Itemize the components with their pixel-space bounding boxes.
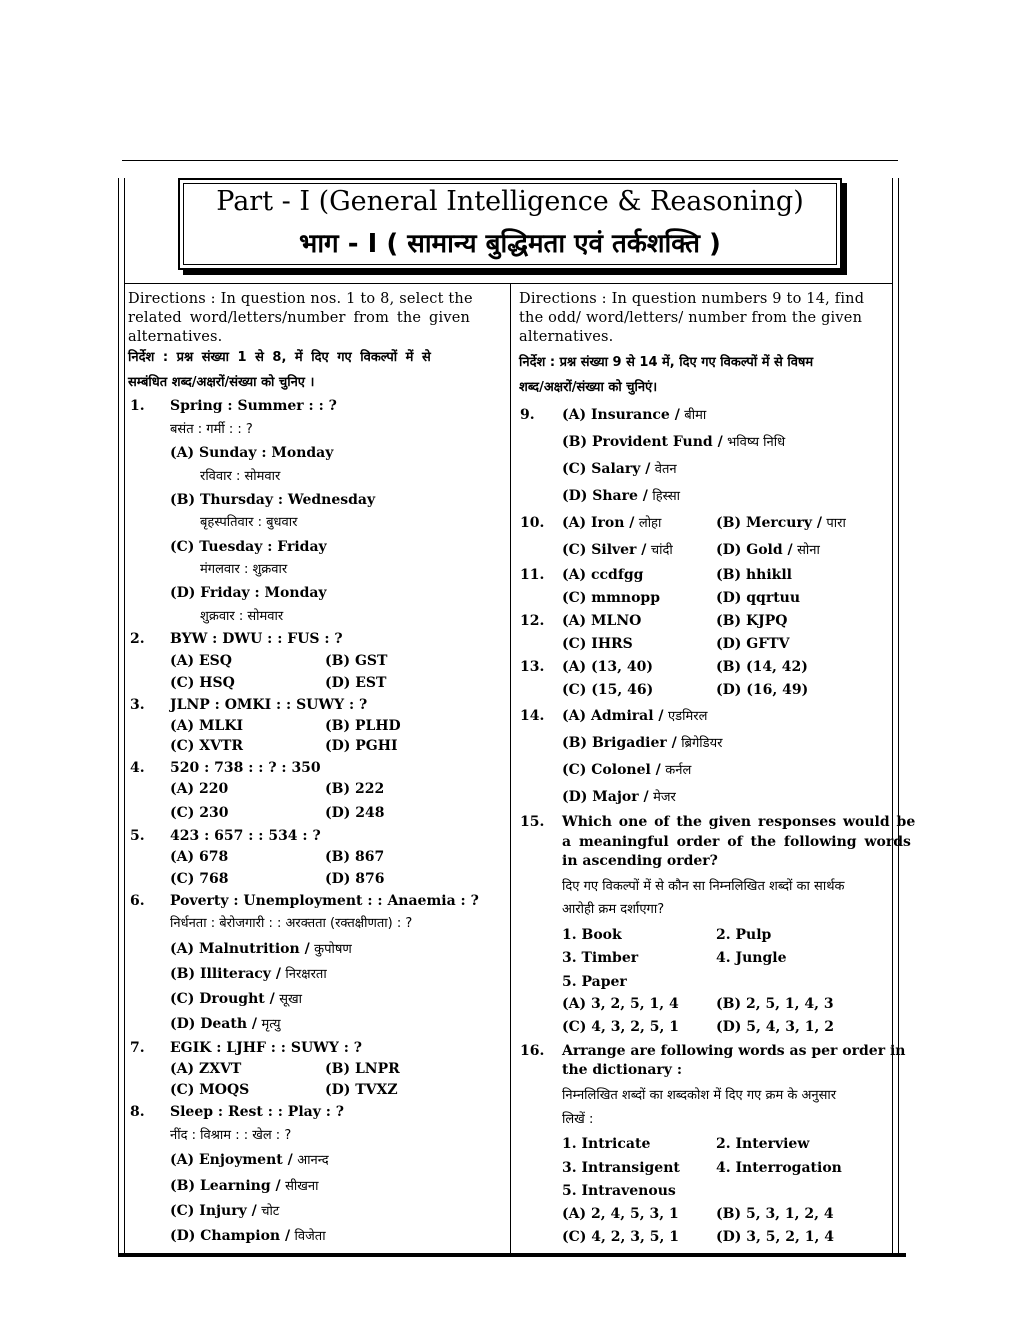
option-c[interactable]: (C) XVTR: [170, 738, 244, 754]
option-c[interactable]: (C) IHRS: [562, 636, 633, 652]
option-c[interactable]: (C) MOQS: [170, 1082, 250, 1098]
option-c[interactable]: [562, 459, 677, 480]
question-number: 2.: [130, 631, 145, 647]
option-c[interactable]: (C) mmnopp: [562, 590, 660, 606]
question-text-hi: दिए गए विकल्पों में से कौन सा निम्नलिखित शब्दों का सार्थक: [562, 879, 845, 894]
column-divider: [510, 283, 511, 1253]
word-item: 2. Pulp: [716, 927, 772, 943]
question-number: 7.: [130, 1040, 145, 1056]
option-b[interactable]: [716, 513, 846, 534]
option-d[interactable]: [170, 1014, 281, 1035]
option-c[interactable]: (C) HSQ: [170, 675, 235, 691]
option-d[interactable]: (D) 248: [325, 805, 385, 821]
question-text: JLNP : OMKI : : SUWY : ?: [170, 697, 368, 713]
word-item: 4. Interrogation: [716, 1160, 842, 1176]
top-rule: [122, 160, 898, 161]
option-d[interactable]: (D) Friday : Monday: [170, 585, 327, 601]
option-d[interactable]: [562, 787, 676, 808]
option-d-en: (D) Share /: [562, 488, 648, 504]
option-a[interactable]: (A) ESQ: [170, 653, 232, 669]
option-b-hi: ब्रिगेडियर: [681, 736, 723, 751]
option-b-en: (B) Illiteracy /: [170, 966, 281, 982]
word-item: 3. Timber: [562, 950, 639, 966]
option-c-en: (C) Drought /: [170, 991, 275, 1007]
option-a-en: (A) Iron /: [562, 515, 635, 531]
option-b[interactable]: (B) 2, 5, 1, 4, 3: [716, 996, 834, 1012]
option-c[interactable]: [170, 989, 302, 1010]
directions-en: alternatives.: [519, 329, 614, 345]
option-d[interactable]: [716, 540, 820, 561]
option-d[interactable]: (D) PGHI: [325, 738, 398, 754]
option-b[interactable]: [562, 432, 785, 453]
option-b-hi: भविष्य निधि: [727, 435, 786, 450]
option-a[interactable]: [562, 405, 706, 426]
option-a-hi: लोहा: [638, 516, 662, 531]
option-b[interactable]: (B) KJPQ: [716, 613, 788, 629]
option-c[interactable]: (C) 230: [170, 805, 229, 821]
option-c[interactable]: (C) (15, 46): [562, 682, 654, 698]
question-number: 13.: [520, 659, 545, 675]
option-c-en: (C) Silver /: [562, 542, 647, 558]
option-d-en: (D) Death /: [170, 1016, 258, 1032]
option-d-hi: हिस्सा: [652, 489, 680, 504]
word-item: 2. Interview: [716, 1136, 810, 1152]
option-a[interactable]: (A) 2, 4, 5, 3, 1: [562, 1206, 679, 1222]
border-left-outer: [118, 178, 119, 1256]
option-b-hi: सीखना: [285, 1179, 319, 1194]
question-number: 3.: [130, 697, 145, 713]
question-text-hi: नींद : विश्राम : : खेल : ?: [170, 1128, 292, 1143]
option-a[interactable]: (A) MLKI: [170, 718, 244, 734]
question-text-hi: बसंत : गर्मी : : ?: [170, 422, 253, 437]
option-c[interactable]: [562, 540, 673, 561]
section-title-en: Part - I (General Intelligence & Reasoning): [216, 186, 804, 217]
option-b[interactable]: (B) (14, 42): [716, 659, 808, 675]
question-text-hi: लिखें :: [562, 1112, 594, 1127]
option-c[interactable]: (C) Tuesday : Friday: [170, 539, 327, 555]
option-d-hi: विजेता: [294, 1229, 326, 1244]
question-number: 1.: [130, 398, 145, 414]
option-a-hi: आनन्द: [297, 1153, 329, 1168]
option-a-en: (A) Insurance /: [562, 407, 680, 423]
option-d-hi: शुक्रवार : सोमवार: [200, 609, 284, 624]
option-d[interactable]: (D) 3, 5, 2, 1, 4: [716, 1229, 834, 1245]
question-number: 10.: [520, 515, 545, 531]
option-c-hi: चांदी: [650, 543, 673, 558]
option-d[interactable]: (D) 876: [325, 871, 385, 887]
option-a[interactable]: (A) Sunday : Monday: [170, 445, 334, 461]
option-c-hi: चोट: [261, 1204, 280, 1219]
bottom-rule: [118, 1253, 906, 1257]
directions-hi: निर्देश : प्रश्न संख्या 1 से 8, में दिए गए विकल्पों में से: [128, 350, 431, 365]
directions-hi: निर्देश : प्रश्न संख्या 9 से 14 में, दिए गए विकल्पों में से विषम: [519, 355, 814, 370]
question-number: 11.: [520, 567, 545, 583]
option-c[interactable]: [562, 760, 691, 781]
question-text-hi: आरोही क्रम दर्शाएगा?: [562, 902, 665, 917]
option-b[interactable]: (B) GST: [325, 653, 388, 669]
section-title-box: [178, 178, 842, 270]
option-a[interactable]: [562, 513, 661, 534]
directions-en: related word/letters/number from the given: [128, 310, 471, 326]
option-c-hi: सूखा: [279, 992, 302, 1007]
border-left-inner: [124, 178, 125, 1256]
question-text: in ascending order?: [562, 853, 718, 869]
option-a[interactable]: (A) ZXVT: [170, 1061, 242, 1077]
word-item: 4. Jungle: [716, 950, 787, 966]
option-d-hi: मृत्यु: [261, 1017, 281, 1032]
option-a-hi: कुपोषण: [314, 942, 352, 957]
question-text: Spring : Summer : : ?: [170, 398, 337, 414]
option-b-en: (B) Provident Fund /: [562, 434, 723, 450]
border-right-inner: [892, 178, 893, 1256]
question-number: 9.: [520, 407, 535, 423]
word-item: 5. Intravenous: [562, 1183, 676, 1199]
question-number: 6.: [130, 893, 145, 909]
option-b-hi: पारा: [826, 516, 846, 531]
directions-en: the odd/ word/letters/ number from the given: [519, 310, 863, 326]
word-item: 1. Intricate: [562, 1136, 651, 1152]
word-item: 3. Intransigent: [562, 1160, 680, 1176]
option-d[interactable]: (D) GFTV: [716, 636, 790, 652]
option-c[interactable]: (C) 768: [170, 871, 229, 887]
directions-en: alternatives.: [128, 329, 223, 345]
option-a[interactable]: [170, 939, 352, 960]
option-a-hi: एडमिरल: [667, 709, 708, 724]
option-b[interactable]: [562, 733, 722, 754]
question-text: Poverty : Unemployment : : Anaemia : ?: [170, 893, 479, 909]
question-text: a meaningful order of the following words: [562, 834, 911, 850]
option-a-en: (A) Enjoyment /: [170, 1152, 293, 1168]
option-b-en: (B) Mercury /: [716, 515, 822, 531]
section-title-hi: भाग - I ( सामान्य बुद्धिमता एवं तर्कशक्ति ): [299, 229, 721, 259]
option-b[interactable]: (B) 222: [325, 781, 385, 797]
option-d-hi: मेजर: [653, 790, 676, 805]
option-d[interactable]: (D) 5, 4, 3, 1, 2: [716, 1019, 834, 1035]
question-text-hi: निर्धनता : बेरोजगारी : : अरक्तता (रक्तक्षीणता) : ?: [170, 916, 413, 931]
option-c-hi: कर्नल: [665, 763, 692, 778]
question-number: 15.: [520, 814, 545, 830]
option-d[interactable]: (D) (16, 49): [716, 682, 809, 698]
option-b-en: (B) Learning /: [170, 1178, 281, 1194]
option-d[interactable]: (D) TVXZ: [325, 1082, 398, 1098]
question-number: 16.: [520, 1043, 545, 1059]
option-b[interactable]: (B) 5, 3, 1, 2, 4: [716, 1206, 834, 1222]
question-text: BYW : DWU : : FUS : ?: [170, 631, 343, 647]
question-number: 5.: [130, 828, 145, 844]
option-d-en: (D) Major /: [562, 789, 649, 805]
option-b[interactable]: (B) 867: [325, 849, 385, 865]
question-number: 4.: [130, 760, 145, 776]
directions-hi: सम्बंधित शब्द/अक्षरों/संख्या को चुनिए ।: [128, 375, 315, 390]
option-b-en: (B) Brigadier /: [562, 735, 677, 751]
question-text: Arrange are following words as per order in: [562, 1043, 906, 1059]
header-rule: [124, 283, 893, 284]
option-a-hi: रविवार : सोमवार: [200, 469, 281, 484]
option-c-hi: मंगलवार : शुक्रवार: [200, 562, 288, 577]
option-b[interactable]: (B) hhikll: [716, 567, 792, 583]
option-c-en: (C) Injury /: [170, 1203, 257, 1219]
question-text: Sleep : Rest : : Play : ?: [170, 1104, 344, 1120]
question-text: 423 : 657 : : 534 : ?: [170, 828, 321, 844]
question-number: 8.: [130, 1104, 145, 1120]
option-a-en: (A) Malnutrition /: [170, 941, 310, 957]
option-a[interactable]: (A) 3, 2, 5, 1, 4: [562, 996, 679, 1012]
option-d-en: (D) Gold /: [716, 542, 793, 558]
question-text: the dictionary :: [562, 1062, 682, 1078]
option-d[interactable]: (D) qqrtuu: [716, 590, 801, 606]
word-item: 1. Book: [562, 927, 622, 943]
option-b[interactable]: (B) Thursday : Wednesday: [170, 492, 376, 508]
option-d[interactable]: (D) EST: [325, 675, 387, 691]
question-number: 12.: [520, 613, 545, 629]
option-c-en: (C) Salary /: [562, 461, 651, 477]
option-b-hi: निरक्षरता: [285, 967, 327, 982]
option-a-en: (A) Admiral /: [562, 708, 664, 724]
option-a[interactable]: (A) 220: [170, 781, 229, 797]
option-a[interactable]: (A) (13, 40): [562, 659, 653, 675]
option-a[interactable]: (A) 678: [170, 849, 229, 865]
question-text: EGIK : LJHF : : SUWY : ?: [170, 1040, 363, 1056]
border-right-outer: [898, 178, 899, 1256]
directions-en: Directions : In question nos. 1 to 8, select the: [128, 291, 473, 307]
option-d-hi: सोना: [797, 543, 820, 558]
option-b[interactable]: (B) PLHD: [325, 718, 401, 734]
option-b[interactable]: (B) LNPR: [325, 1061, 400, 1077]
option-a[interactable]: (A) MLNO: [562, 613, 642, 629]
question-text: Which one of the given responses would be: [562, 814, 916, 830]
question-text-hi: निम्नलिखित शब्दों का शब्दकोश में दिए गए क्रम के अनुसार: [562, 1088, 837, 1103]
option-b[interactable]: [170, 964, 327, 985]
question-text: 520 : 738 : : ? : 350: [170, 760, 321, 776]
option-c-hi: वेतन: [654, 462, 677, 477]
directions-en: Directions : In question numbers 9 to 14, find: [519, 291, 865, 307]
option-a[interactable]: [170, 1150, 329, 1171]
word-item: 5. Paper: [562, 974, 627, 990]
option-b-hi: बृहस्पतिवार : बुधवार: [200, 515, 298, 530]
option-d[interactable]: [170, 1226, 326, 1247]
option-d[interactable]: [562, 486, 680, 507]
option-a-hi: बीमा: [684, 408, 707, 423]
option-c[interactable]: [170, 1201, 279, 1222]
option-c-en: (C) Colonel /: [562, 762, 661, 778]
option-b[interactable]: [170, 1176, 318, 1197]
option-a[interactable]: [562, 706, 707, 727]
question-number: 14.: [520, 708, 545, 724]
option-d-en: (D) Champion /: [170, 1228, 291, 1244]
directions-hi: शब्द/अक्षरों/संख्या को चुनिएं।: [519, 380, 658, 395]
option-a[interactable]: (A) ccdfgg: [562, 567, 644, 583]
option-c[interactable]: (C) 4, 2, 3, 5, 1: [562, 1229, 679, 1245]
option-c[interactable]: (C) 4, 3, 2, 5, 1: [562, 1019, 679, 1035]
